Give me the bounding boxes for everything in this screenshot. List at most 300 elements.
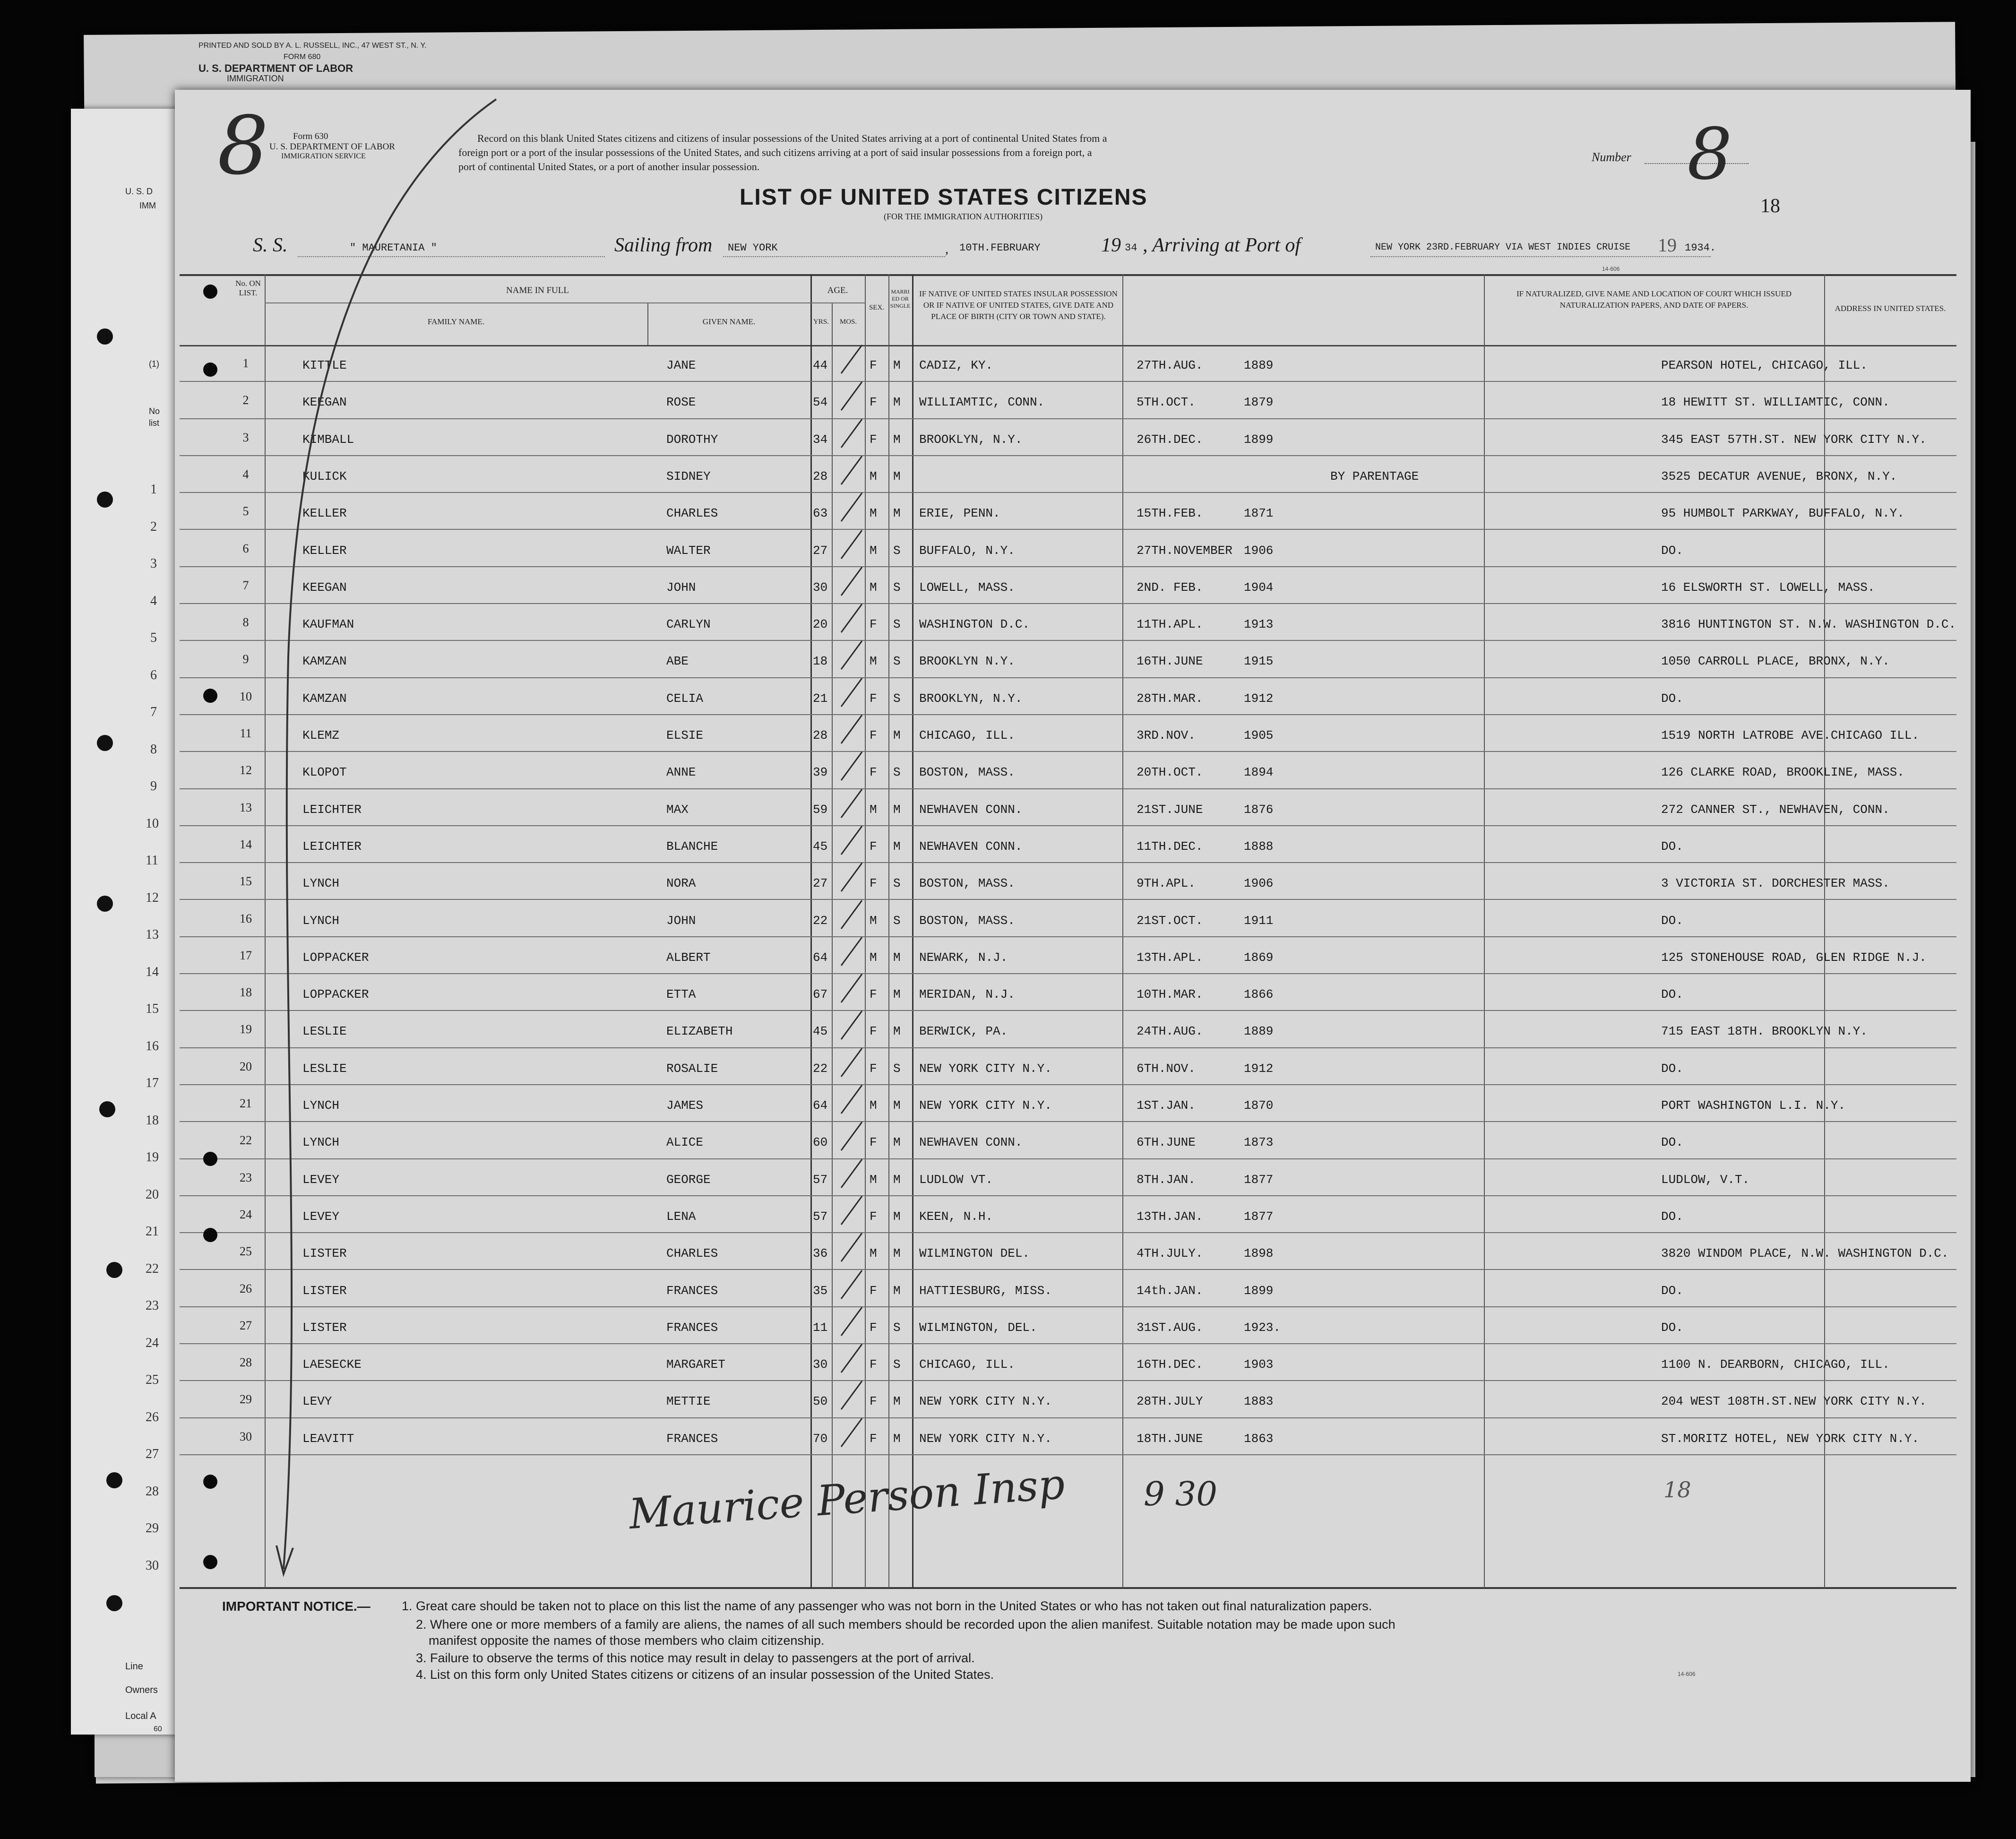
address-cell: LUDLOW, V.T.	[1661, 1172, 1750, 1187]
check-stroke-icon	[837, 1414, 866, 1451]
family-name-cell: KELLER	[302, 543, 347, 558]
row-number: 30	[240, 1429, 252, 1443]
birth-date-cell: 1ST.JAN.	[1137, 1098, 1196, 1113]
birth-place-cell: NEWHAVEN CONN.	[919, 839, 1023, 854]
marital-status-cell: M	[893, 469, 901, 483]
address-cell: 1519 NORTH LATROBE AVE.CHICAGO ILL.	[1661, 728, 1920, 743]
birth-year-cell: 1889	[1244, 358, 1274, 372]
address-cell: 18 HEWITT ST. WILLIAMTIC, CONN.	[1661, 395, 1890, 410]
sex-cell: M	[870, 802, 877, 817]
table-row	[175, 974, 1956, 1011]
under-line-number: 19	[146, 1150, 159, 1165]
birth-place-cell: BOSTON, MASS.	[919, 913, 1015, 928]
under-line-number: 12	[146, 890, 159, 905]
under-line-number: 5	[150, 630, 157, 645]
binder-hole	[203, 1475, 217, 1489]
table-row	[175, 382, 1956, 419]
birth-date-cell: 27TH.AUG.	[1137, 358, 1203, 372]
under-line-number: 26	[146, 1409, 159, 1425]
header-naturalized: IF NATURALIZED, GIVE NAME AND LOCATION OF COURT WHICH ISSUED NATURALIZATION PAPERS, AND DATE OF PAPERS.	[1516, 289, 1792, 310]
notice-item-1: 1. Great care should be taken not to place on this list the name of any passenger who was not born in the United States or who has not taken out final naturalization papers.	[402, 1599, 1372, 1613]
row-number: 21	[240, 1096, 252, 1110]
birth-date-cell: 28TH.MAR.	[1137, 691, 1203, 706]
row-number: 12	[240, 763, 252, 777]
age-cell: 63	[813, 506, 828, 521]
birth-place-cell: WILMINGTON DEL.	[919, 1246, 1030, 1261]
under-left-label: (1)	[149, 359, 159, 369]
age-cell: 64	[813, 1098, 828, 1113]
address-cell: 3820 WINDOM PLACE, N.W. WASHINGTON D.C.	[1661, 1246, 1949, 1261]
header-given-name: GIVEN NAME.	[702, 317, 756, 326]
table-row	[175, 826, 1956, 863]
family-name-cell: LOPPACKER	[302, 987, 369, 1002]
address-cell: 345 EAST 57TH.ST. NEW YORK CITY N.Y.	[1661, 432, 1927, 447]
check-stroke-icon	[837, 932, 866, 970]
sex-cell: F	[870, 1061, 877, 1076]
birth-place-cell: MERIDAN, N.J.	[919, 987, 1015, 1002]
sex-cell: M	[870, 913, 877, 928]
check-stroke-icon	[837, 488, 866, 526]
under-line-number: 22	[146, 1261, 159, 1276]
check-stroke-icon	[837, 451, 866, 489]
header-name-in-full: NAME IN FULL	[506, 285, 569, 295]
birth-place-cell: NEW YORK CITY N.Y.	[919, 1098, 1052, 1113]
row-number: 2	[242, 393, 249, 407]
under-line-number: 15	[146, 1002, 159, 1016]
age-cell: 57	[813, 1209, 828, 1224]
birth-place-cell: HATTIESBURG, MISS.	[919, 1283, 1052, 1298]
birth-year-cell: 1899	[1244, 1283, 1274, 1298]
notice-item-3: 3. Failure to observe the terms of this notice may result in delay to passengers at the port of arrival.	[416, 1651, 975, 1665]
birth-year-cell: 1873	[1244, 1135, 1274, 1150]
birth-date-cell: 31ST.AUG.	[1137, 1320, 1203, 1335]
age-cell: 70	[813, 1431, 828, 1446]
under-left-label: IMM	[139, 201, 156, 210]
binder-hole	[203, 689, 217, 703]
birth-year-cell: 1906	[1244, 543, 1274, 558]
birth-place-cell: LUDLOW VT.	[919, 1172, 993, 1187]
under-line-number: 27	[146, 1447, 159, 1461]
birth-date-cell: 13TH.JAN.	[1137, 1209, 1203, 1224]
age-cell: 27	[813, 543, 828, 558]
age-cell: 35	[813, 1283, 828, 1298]
under-line-number: 17	[146, 1076, 159, 1090]
sailing-line	[723, 256, 945, 257]
given-name-cell: JOHN	[666, 913, 696, 928]
birth-place-cell: NEWHAVEN CONN.	[919, 1135, 1023, 1150]
under-line-number: 18	[146, 1113, 159, 1128]
printer-line: PRINTED AND SOLD BY A. L. RUSSELL, INC., 47 WEST ST., N. Y.	[198, 42, 427, 50]
binder-hole	[203, 1152, 217, 1166]
preamble-line-2: foreign port or a port of the insular possessions of the United States, and such citizens arriving at a port of said insular possessions from a foreign port, a	[458, 147, 1092, 158]
birth-year-cell: 1870	[1244, 1098, 1274, 1113]
corner-mark: 8	[217, 99, 269, 193]
check-stroke-icon	[837, 526, 866, 563]
birth-date-cell: 20TH.OCT.	[1137, 765, 1203, 780]
address-cell: 125 STONEHOUSE ROAD, GLEN RIDGE N.J.	[1661, 950, 1927, 965]
given-name-cell: ALBERT	[666, 950, 711, 965]
arriving-year: 1934.	[1685, 242, 1716, 254]
marital-status-cell: M	[893, 1431, 901, 1446]
preamble-line-3: port of continental United States, or a port of another insular possession.	[458, 161, 760, 173]
binder-hole	[106, 1595, 122, 1611]
address-cell: 204 WEST 108TH.ST.NEW YORK CITY N.Y.	[1661, 1394, 1927, 1409]
family-name-cell: KLEMZ	[302, 728, 340, 743]
family-name-cell: LYNCH	[302, 913, 340, 928]
marital-status-cell: S	[893, 1357, 901, 1372]
header-birth: IF NATIVE OF UNITED STATES INSULAR POSSESSION OR IF NATIVE OF UNITED STATES, GIVE DATE AND PLACE OF BIRTH (CITY OR TOWN AND STATE).	[919, 289, 1118, 321]
birth-date-cell: 5TH.OCT.	[1137, 395, 1196, 410]
age-cell: 22	[813, 913, 828, 928]
under-line-number: 16	[146, 1038, 159, 1053]
check-stroke-icon	[837, 710, 866, 748]
under-line-number: 4	[150, 593, 157, 608]
given-name-cell: ELIZABETH	[666, 1024, 733, 1039]
marital-status-cell: M	[893, 1135, 901, 1150]
family-name-cell: KAUFMAN	[302, 617, 354, 632]
birth-date-cell: 18TH.JUNE	[1137, 1431, 1203, 1446]
under-line-number: 6	[150, 667, 157, 682]
given-name-cell: CELIA	[666, 691, 704, 706]
table-row	[175, 604, 1956, 641]
number-label: Number	[1592, 150, 1631, 164]
ship-line	[298, 256, 605, 257]
sex-cell: F	[870, 1320, 877, 1335]
row-number: 8	[242, 615, 249, 630]
birth-year-cell: 1911	[1244, 913, 1274, 928]
binder-hole	[203, 285, 217, 299]
inspector-signature: Maurice Person Insp	[627, 1459, 1067, 1539]
birth-date-cell: 15TH.FEB.	[1137, 506, 1203, 521]
family-name-cell: KIMBALL	[302, 432, 354, 447]
check-stroke-icon	[837, 1303, 866, 1340]
under-line-number: 14	[146, 964, 159, 979]
family-name-cell: LYNCH	[302, 1098, 340, 1113]
under-line-number: 30	[146, 1558, 159, 1573]
given-name-cell: SIDNEY	[666, 469, 711, 483]
birth-year-cell: 1904	[1244, 580, 1274, 595]
check-stroke-icon	[837, 1006, 866, 1044]
check-stroke-icon	[837, 1155, 866, 1192]
birth-date-cell: 8TH.JAN.	[1137, 1172, 1196, 1187]
table-row	[175, 456, 1956, 493]
given-name-cell: JAMES	[666, 1098, 704, 1113]
given-name-cell: ALICE	[666, 1135, 704, 1150]
check-stroke-icon	[837, 1266, 866, 1304]
sailing-from-label: Sailing from	[614, 234, 713, 256]
check-stroke-icon	[837, 673, 866, 711]
under-line-number: 3	[150, 556, 157, 571]
birth-date-cell: 21ST.OCT.	[1137, 913, 1203, 928]
under-line-number: 9	[150, 779, 157, 794]
row-number: 24	[240, 1207, 252, 1221]
birth-place-cell: BROOKLYN N.Y.	[919, 654, 1015, 669]
address-cell: 95 HUMBOLT PARKWAY, BUFFALO, N.Y.	[1661, 506, 1904, 521]
age-cell: 39	[813, 765, 828, 780]
birth-year-cell: 1869	[1244, 950, 1274, 965]
sex-cell: F	[870, 839, 877, 854]
signature-time: 9 30	[1144, 1475, 1217, 1513]
birth-date-cell: 16TH.JUNE	[1137, 654, 1203, 669]
family-name-cell: LESLIE	[302, 1024, 347, 1039]
row-number: 20	[240, 1059, 252, 1073]
marital-status-cell: S	[893, 1320, 901, 1335]
row-number: 6	[242, 541, 249, 555]
age-cell: 27	[813, 876, 828, 891]
address-cell: DO.	[1661, 1320, 1683, 1335]
table-row	[175, 1011, 1956, 1048]
check-stroke-icon	[837, 1376, 866, 1414]
check-stroke-icon	[837, 377, 866, 415]
given-name-cell: ROSALIE	[666, 1061, 718, 1076]
birth-year-cell: 1913	[1244, 617, 1274, 632]
table-row	[175, 1122, 1956, 1159]
sex-cell: F	[870, 432, 877, 447]
family-name-cell: KEEGAN	[302, 580, 347, 595]
birth-place-cell: KEEN, N.H.	[919, 1209, 993, 1224]
under-line-number: 24	[146, 1335, 159, 1350]
naturalization-cell: BY PARENTAGE	[1330, 469, 1419, 483]
marital-status-cell: M	[893, 395, 901, 410]
birth-place-cell: NEW YORK CITY N.Y.	[919, 1431, 1052, 1446]
address-cell: DO.	[1661, 839, 1683, 854]
sex-cell: F	[870, 1357, 877, 1372]
ship-name: " MAURETANIA "	[350, 242, 437, 254]
sailing-date: 10TH.FEBRUARY	[959, 242, 1041, 254]
given-name-cell: ANNE	[666, 765, 696, 780]
binder-hole	[97, 492, 113, 508]
address-cell: 3 VICTORIA ST. DORCHESTER MASS.	[1661, 876, 1890, 891]
birth-date-cell: 9TH.APL.	[1137, 876, 1196, 891]
birth-date-cell: 14th.JAN.	[1137, 1283, 1203, 1298]
family-name-cell: LEVEY	[302, 1209, 340, 1224]
sex-cell: M	[870, 950, 877, 965]
sex-cell: F	[870, 1024, 877, 1039]
marital-status-cell: S	[893, 691, 901, 706]
family-name-cell: KLOPOT	[302, 765, 347, 780]
age-cell: 30	[813, 1357, 828, 1372]
age-cell: 45	[813, 839, 828, 854]
under-footer: 60	[154, 1725, 162, 1733]
address-cell: 126 CLARKE ROAD, BROOKLINE, MASS.	[1661, 765, 1904, 780]
address-cell: PORT WASHINGTON L.I. N.Y.	[1661, 1098, 1846, 1113]
under-department-2: IMMIGRATION	[227, 74, 284, 83]
under-line-number: 13	[146, 927, 159, 942]
age-cell: 64	[813, 950, 828, 965]
table-row	[175, 419, 1956, 456]
arriving-year-printed: 19	[1658, 234, 1677, 256]
row-number: 3	[242, 430, 249, 444]
given-name-cell: WALTER	[666, 543, 711, 558]
sex-cell: M	[870, 1246, 877, 1261]
table-row	[175, 937, 1956, 974]
under-line-number: 11	[146, 853, 158, 868]
birth-year-cell: 1912	[1244, 1061, 1274, 1076]
birth-date-cell: 3RD.NOV.	[1137, 728, 1196, 743]
given-name-cell: BLANCHE	[666, 839, 718, 854]
birth-place-cell: WILMINGTON, DEL.	[919, 1320, 1037, 1335]
row-number: 11	[240, 726, 252, 740]
family-name-cell: LEVEY	[302, 1172, 340, 1187]
birth-place-cell: BOSTON, MASS.	[919, 765, 1015, 780]
under-line-number: 20	[146, 1187, 159, 1202]
birth-place-cell: CADIZ, KY.	[919, 358, 993, 372]
under-line-number: 25	[146, 1373, 159, 1387]
check-stroke-icon	[837, 1339, 866, 1377]
given-name-cell: FRANCES	[666, 1431, 718, 1446]
year-value: 34	[1125, 242, 1137, 254]
birth-date-cell: 6TH.NOV.	[1137, 1061, 1196, 1076]
sex-cell: F	[870, 1283, 877, 1298]
sex-cell: F	[870, 1431, 877, 1446]
age-cell: 44	[813, 358, 828, 372]
birth-place-cell: LOWELL, MASS.	[919, 580, 1015, 595]
binder-hole	[97, 328, 113, 345]
age-cell: 22	[813, 1061, 828, 1076]
sex-cell: M	[870, 1098, 877, 1113]
birth-year-cell: 1923.	[1244, 1320, 1281, 1335]
age-cell: 36	[813, 1246, 828, 1261]
marital-status-cell: M	[893, 1283, 901, 1298]
address-cell: DO.	[1661, 913, 1683, 928]
marital-status-cell: M	[893, 1098, 901, 1113]
row-number: 19	[240, 1022, 252, 1036]
notice-code: 14-606	[1678, 1671, 1696, 1677]
marital-status-cell: M	[893, 728, 901, 743]
family-name-cell: LYNCH	[302, 876, 340, 891]
marital-status-cell: M	[893, 839, 901, 854]
header-mos: MOS.	[839, 318, 857, 326]
age-cell: 28	[813, 469, 828, 483]
age-cell: 21	[813, 691, 828, 706]
under-footer: Owners	[125, 1685, 158, 1695]
age-cell: 34	[813, 432, 828, 447]
age-cell: 18	[813, 654, 828, 669]
address-cell: 16 ELSWORTH ST. LOWELL, MASS.	[1661, 580, 1875, 595]
table-row	[175, 678, 1956, 715]
given-name-cell: MAX	[666, 802, 689, 817]
birth-date-cell: 4TH.JULY.	[1137, 1246, 1203, 1261]
birth-year-cell: 1898	[1244, 1246, 1274, 1261]
marital-status-cell: M	[893, 358, 901, 372]
address-cell: 715 EAST 18TH. BROOKLYN N.Y.	[1661, 1024, 1868, 1039]
notice-item-2: 2. Where one or more members of a family are aliens, the names of all such members should be recorded upon the alien manifest. Suitable notation may be made upon such	[416, 1617, 1396, 1632]
given-name-cell: JOHN	[666, 580, 696, 595]
age-cell: 20	[813, 617, 828, 632]
table-row	[175, 641, 1956, 678]
under-line-number: 10	[146, 816, 159, 831]
family-name-cell: KAMZAN	[302, 691, 347, 706]
address-cell: 1050 CARROLL PLACE, BRONX, N.Y.	[1661, 654, 1890, 669]
row-number: 13	[240, 800, 252, 814]
birth-year-cell: 1915	[1244, 654, 1274, 669]
age-cell: 30	[813, 580, 828, 595]
row-number: 16	[240, 911, 252, 925]
under-footer: Local A	[125, 1711, 156, 1721]
check-stroke-icon	[837, 821, 866, 859]
form-number: Form 630	[293, 131, 328, 141]
given-name-cell: ABE	[666, 654, 689, 669]
table-row	[175, 567, 1956, 604]
under-footer: Line	[125, 1661, 143, 1672]
table-row	[175, 530, 1956, 567]
given-name-cell: ETTA	[666, 987, 696, 1002]
birth-place-cell: BROOKLYN, N.Y.	[919, 432, 1023, 447]
given-name-cell: FRANCES	[666, 1320, 718, 1335]
birth-place-cell: WASHINGTON D.C.	[919, 617, 1030, 632]
table-row	[175, 345, 1956, 382]
given-name-cell: LENA	[666, 1209, 696, 1224]
birth-year-cell: 1905	[1244, 728, 1274, 743]
tally-mark: 18	[1663, 1477, 1691, 1502]
birth-date-cell: 27TH.NOVEMBER	[1137, 543, 1232, 558]
sex-cell: M	[870, 1172, 877, 1187]
given-name-cell: CARLYN	[666, 617, 711, 632]
table-row	[175, 1233, 1956, 1270]
family-name-cell: LESLIE	[302, 1061, 347, 1076]
address-cell: 3816 HUNTINGTON ST. N.W. WASHINGTON D.C.	[1661, 617, 1956, 632]
check-stroke-icon	[837, 1117, 866, 1155]
row-number: 10	[240, 689, 252, 703]
check-stroke-icon	[837, 414, 866, 452]
birth-year-cell: 1888	[1244, 839, 1274, 854]
given-name-cell: NORA	[666, 876, 696, 891]
birth-place-cell: BUFFALO, N.Y.	[919, 543, 1015, 558]
marital-status-cell: S	[893, 617, 901, 632]
marital-status-cell: M	[893, 1246, 901, 1261]
family-name-cell: KAMZAN	[302, 654, 347, 669]
given-name-cell: DOROTHY	[666, 432, 718, 447]
birth-date-cell: 11TH.DEC.	[1137, 839, 1203, 854]
marital-status-cell: S	[893, 913, 901, 928]
birth-year-cell: 1871	[1244, 506, 1274, 521]
family-name-cell: KITTLE	[302, 358, 347, 372]
number-value: 8	[1687, 113, 1732, 196]
row-number: 14	[240, 837, 252, 851]
age-cell: 28	[813, 728, 828, 743]
family-name-cell: LAESECKE	[302, 1357, 362, 1372]
address-cell: ST.MORITZ HOTEL, NEW YORK CITY N.Y.	[1661, 1431, 1920, 1446]
year-prefix: 19	[1101, 234, 1121, 256]
page-number: 18	[1760, 195, 1780, 217]
check-stroke-icon	[837, 1228, 866, 1266]
row-number: 4	[242, 467, 249, 481]
row-number: 22	[240, 1133, 252, 1148]
header-married-or-single: MARRIED OR SINGLE	[890, 288, 911, 309]
row-number: 18	[240, 985, 252, 1000]
birth-place-cell: NEW YORK CITY N.Y.	[919, 1394, 1052, 1409]
marital-status-cell: S	[893, 654, 901, 669]
header-no-on-list: No. ON LIST.	[235, 279, 261, 297]
given-name-cell: METTIE	[666, 1394, 711, 1409]
marital-status-cell: S	[893, 876, 901, 891]
row-number: 17	[240, 948, 252, 962]
under-line-number: 29	[146, 1521, 159, 1536]
age-cell: 67	[813, 987, 828, 1002]
birth-place-cell: BOSTON, MASS.	[919, 876, 1015, 891]
age-cell: 45	[813, 1024, 828, 1039]
row-number: 9	[242, 652, 249, 666]
check-stroke-icon	[837, 562, 866, 600]
table-row	[175, 863, 1956, 900]
table-row	[175, 1085, 1956, 1122]
notice-heading: IMPORTANT NOTICE.—	[222, 1599, 370, 1614]
form-department: U. S. DEPARTMENT OF LABOR	[269, 142, 395, 152]
under-line-number: 8	[150, 742, 157, 757]
notice-item-4: 4. List on this form only United States citizens or citizens of an insular possession of the United States.	[416, 1667, 994, 1682]
given-name-cell: CHARLES	[666, 506, 718, 521]
birth-year-cell: 1877	[1244, 1172, 1274, 1187]
